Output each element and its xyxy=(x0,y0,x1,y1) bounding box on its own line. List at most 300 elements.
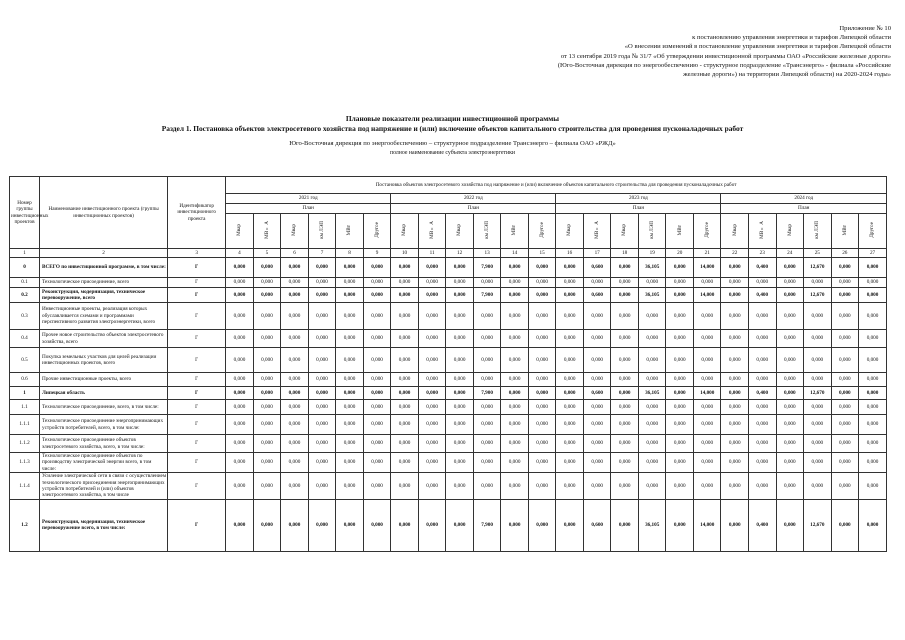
table-row xyxy=(10,278,887,288)
row-value: 0,000 xyxy=(226,453,254,473)
row-value: 0,000 xyxy=(804,435,832,453)
header-unit-label: Другое xyxy=(373,221,380,238)
row-value: 0,000 xyxy=(418,473,446,500)
row-value: 0,000 xyxy=(363,387,391,400)
row-value: 0,000 xyxy=(308,499,336,551)
row-value: 0,000 xyxy=(501,387,529,400)
row-value: 0,000 xyxy=(336,330,364,348)
row-value: 0,000 xyxy=(418,330,446,348)
column-number: 27 xyxy=(859,249,887,258)
row-id: Г xyxy=(168,400,226,415)
row-value: 0,000 xyxy=(363,278,391,288)
row-value: 0,000 xyxy=(446,258,474,278)
row-value: 0,000 xyxy=(749,453,777,473)
row-value: 0,000 xyxy=(253,400,281,415)
row-value: 14,000 xyxy=(693,258,721,278)
row-value: 14,000 xyxy=(693,387,721,400)
row-value: 0,000 xyxy=(281,435,309,453)
column-number: 15 xyxy=(528,249,556,258)
row-value: 0,000 xyxy=(693,473,721,500)
row-value: 0,000 xyxy=(226,303,254,330)
row-value: 0,000 xyxy=(749,415,777,435)
row-value: 0,000 xyxy=(611,258,639,278)
row-value: 0,000 xyxy=(391,278,419,288)
row-value: 0,000 xyxy=(776,288,804,303)
row-value: 0,000 xyxy=(501,373,529,387)
row-name: Реконструкция, модернизация, техническое перевооружение всего, в том числе: xyxy=(40,499,168,551)
row-value: 0,000 xyxy=(859,258,887,278)
column-number: 3 xyxy=(168,249,226,258)
row-value: 0,000 xyxy=(418,258,446,278)
row-value: 0,000 xyxy=(556,387,584,400)
row-value: 0,000 xyxy=(446,330,474,348)
row-value: 0,000 xyxy=(859,348,887,373)
column-number: 2 xyxy=(40,249,168,258)
row-value: 0,000 xyxy=(749,400,777,415)
row-value: 0,000 xyxy=(308,278,336,288)
row-value: 0,000 xyxy=(638,373,666,387)
row-value: 0,000 xyxy=(391,330,419,348)
row-value: 0,000 xyxy=(226,330,254,348)
row-value: 0,000 xyxy=(308,258,336,278)
row-value: 0,000 xyxy=(336,348,364,373)
row-value: 0,000 xyxy=(391,473,419,500)
row-value: 0,000 xyxy=(501,258,529,278)
row-value: 0,000 xyxy=(501,400,529,415)
row-value: 0,000 xyxy=(721,415,749,435)
row-value: 0,000 xyxy=(804,278,832,288)
row-value: 0,000 xyxy=(473,453,501,473)
row-value: 0,000 xyxy=(831,400,859,415)
header-unit-label: км ЛЭП xyxy=(648,220,655,239)
row-id: Г xyxy=(168,453,226,473)
row-value: 0,000 xyxy=(226,387,254,400)
row-value: 0,000 xyxy=(556,473,584,500)
row-value: 0,000 xyxy=(831,330,859,348)
row-value: 0,000 xyxy=(556,278,584,288)
row-value: 0,000 xyxy=(391,288,419,303)
row-value: 14,000 xyxy=(693,288,721,303)
table-row xyxy=(10,435,887,453)
row-value: 0,000 xyxy=(336,278,364,288)
row-name: Технологическое присоединение, всего xyxy=(40,278,168,288)
column-number: 22 xyxy=(721,249,749,258)
column-number: 19 xyxy=(638,249,666,258)
header-unit xyxy=(528,214,556,249)
row-value: 0,400 xyxy=(749,387,777,400)
row-value: 0,000 xyxy=(749,435,777,453)
row-value: 0,000 xyxy=(281,453,309,473)
row-name: Технологическое присоединение энергопринимающих устройств потребителей, всего, в том числе: xyxy=(40,415,168,435)
column-number: 24 xyxy=(776,249,804,258)
row-value: 0,000 xyxy=(391,453,419,473)
row-value: 0,000 xyxy=(749,348,777,373)
row-value: 0,000 xyxy=(363,330,391,348)
row-value: 0,000 xyxy=(363,453,391,473)
header-unit-label: МВт xyxy=(676,224,683,235)
row-value: 0,600 xyxy=(583,387,611,400)
row-value: 0,000 xyxy=(693,415,721,435)
row-value: 0,000 xyxy=(391,435,419,453)
row-value: 0,000 xyxy=(281,278,309,288)
row-id: Г xyxy=(168,387,226,400)
row-value: 0,000 xyxy=(446,387,474,400)
row-value: 0,000 xyxy=(583,373,611,387)
row-value: 0,000 xyxy=(859,415,887,435)
column-number: 14 xyxy=(501,249,529,258)
row-value: 0,000 xyxy=(473,415,501,435)
row-value: 0,000 xyxy=(693,373,721,387)
row-value: 0,000 xyxy=(859,373,887,387)
row-value: 0,000 xyxy=(721,435,749,453)
row-value: 0,000 xyxy=(473,473,501,500)
row-value: 0,000 xyxy=(693,400,721,415)
row-value: 0,000 xyxy=(391,303,419,330)
row-value: 0,000 xyxy=(501,330,529,348)
row-value: 0,000 xyxy=(638,278,666,288)
row-value: 0,000 xyxy=(749,373,777,387)
row-value: 0,000 xyxy=(666,435,694,453)
row-value: 0,000 xyxy=(281,348,309,373)
row-value: 0,000 xyxy=(666,330,694,348)
row-value: 0,000 xyxy=(446,348,474,373)
header-unit-label: Мвар xyxy=(236,223,243,236)
header-unit xyxy=(253,214,281,249)
row-number: 1.1 xyxy=(10,400,40,415)
row-value: 7,900 xyxy=(473,258,501,278)
row-value: 0,000 xyxy=(391,415,419,435)
row-value: 0,000 xyxy=(804,330,832,348)
column-number: 23 xyxy=(749,249,777,258)
row-value: 0,000 xyxy=(721,258,749,278)
column-number: 17 xyxy=(583,249,611,258)
row-value: 0,000 xyxy=(446,288,474,303)
column-number: 1 xyxy=(10,249,40,258)
row-id: Г xyxy=(168,435,226,453)
row-value: 0,000 xyxy=(666,400,694,415)
row-value: 0,000 xyxy=(859,435,887,453)
row-value: 0,000 xyxy=(336,415,364,435)
row-number: 0.5 xyxy=(10,348,40,373)
row-value: 0,000 xyxy=(418,400,446,415)
row-value: 0,000 xyxy=(446,499,474,551)
row-value: 0,000 xyxy=(281,330,309,348)
row-id: Г xyxy=(168,258,226,278)
row-value: 0,000 xyxy=(859,453,887,473)
header-unit xyxy=(473,214,501,249)
column-number: 18 xyxy=(611,249,639,258)
header-unit-label: км ЛЭП xyxy=(814,220,821,239)
row-value: 0,000 xyxy=(831,499,859,551)
header-year: 2021 год xyxy=(226,194,391,204)
row-value: 0,000 xyxy=(501,415,529,435)
row-value: 0,000 xyxy=(776,453,804,473)
row-value: 0,000 xyxy=(501,348,529,373)
header-unit xyxy=(281,214,309,249)
row-value: 0,000 xyxy=(501,303,529,330)
row-value: 0,000 xyxy=(336,387,364,400)
column-number: 6 xyxy=(281,249,309,258)
table-row xyxy=(10,303,887,330)
row-value: 0,000 xyxy=(253,288,281,303)
row-value: 0,000 xyxy=(253,258,281,278)
row-value: 0,400 xyxy=(749,288,777,303)
row-value: 0,000 xyxy=(226,373,254,387)
header-unit-label: МВ×А xyxy=(593,220,600,239)
row-value: 0,000 xyxy=(418,303,446,330)
row-value: 0,600 xyxy=(583,499,611,551)
row-number: 0.3 xyxy=(10,303,40,330)
header-unit-label: Мвар xyxy=(566,223,573,236)
row-value: 0,000 xyxy=(281,499,309,551)
row-value: 0,000 xyxy=(721,303,749,330)
row-value: 0,000 xyxy=(804,348,832,373)
header-unit-label: Мвар xyxy=(786,223,793,236)
header-unit-label: Другое xyxy=(869,221,876,238)
row-id: Г xyxy=(168,348,226,373)
row-value: 0,000 xyxy=(859,387,887,400)
row-value: 0,000 xyxy=(556,435,584,453)
row-value: 0,600 xyxy=(583,258,611,278)
subject-caption: полное наименование субъекта электроэнергетики xyxy=(389,149,515,156)
row-value: 0,000 xyxy=(473,435,501,453)
row-value: 0,000 xyxy=(776,400,804,415)
row-value: 0,000 xyxy=(418,348,446,373)
row-value: 0,000 xyxy=(281,373,309,387)
table-row xyxy=(10,348,887,373)
row-number: 1.1.1 xyxy=(10,415,40,435)
row-value: 0,000 xyxy=(804,473,832,500)
row-value: 0,000 xyxy=(253,373,281,387)
row-name: Прочее новое строительство объектов электросетевого хозяйства, всего xyxy=(40,330,168,348)
row-id: Г xyxy=(168,499,226,551)
row-value: 0,000 xyxy=(776,473,804,500)
header-unit-label: МВ×А xyxy=(263,220,270,239)
row-value: 0,000 xyxy=(831,258,859,278)
header-unit xyxy=(666,214,694,249)
column-number: 26 xyxy=(831,249,859,258)
row-number: 1.1.3 xyxy=(10,453,40,473)
row-value: 0,000 xyxy=(528,453,556,473)
row-value: 0,000 xyxy=(446,303,474,330)
row-value: 0,000 xyxy=(611,278,639,288)
row-value: 0,000 xyxy=(556,258,584,278)
header-unit xyxy=(336,214,364,249)
row-value: 0,000 xyxy=(336,499,364,551)
row-value: 0,000 xyxy=(528,415,556,435)
row-number: 0.6 xyxy=(10,373,40,387)
row-value: 0,000 xyxy=(721,330,749,348)
row-value: 0,000 xyxy=(226,415,254,435)
table-row xyxy=(10,453,887,473)
header-unit xyxy=(501,214,529,249)
row-value: 0,000 xyxy=(528,330,556,348)
row-value: 0,000 xyxy=(556,415,584,435)
row-value: 0,000 xyxy=(638,435,666,453)
row-value: 0,000 xyxy=(693,435,721,453)
row-value: 0,000 xyxy=(253,348,281,373)
column-number: 8 xyxy=(336,249,364,258)
row-value: 0,000 xyxy=(226,288,254,303)
row-value: 0,000 xyxy=(638,400,666,415)
row-value: 0,000 xyxy=(776,330,804,348)
row-value: 0,000 xyxy=(446,400,474,415)
row-value: 0,000 xyxy=(253,473,281,500)
row-id: Г xyxy=(168,278,226,288)
row-name: Технологическое присоединение объектов по производству электрической энергии всего, в том числе: xyxy=(40,453,168,473)
row-value: 12,670 xyxy=(804,258,832,278)
row-value: 36,105 xyxy=(638,258,666,278)
row-value: 0,000 xyxy=(611,435,639,453)
row-value: 0,000 xyxy=(308,330,336,348)
row-value: 0,000 xyxy=(528,258,556,278)
row-value: 0,000 xyxy=(253,453,281,473)
row-value: 36,105 xyxy=(638,288,666,303)
row-value: 0,000 xyxy=(363,258,391,278)
table-row xyxy=(10,473,887,500)
row-value: 0,000 xyxy=(281,303,309,330)
table-row xyxy=(10,330,887,348)
row-value: 0,000 xyxy=(666,373,694,387)
row-value: 0,000 xyxy=(776,415,804,435)
row-value: 0,000 xyxy=(528,435,556,453)
row-value: 0,000 xyxy=(418,415,446,435)
row-value: 0,000 xyxy=(528,373,556,387)
header-unit xyxy=(556,214,584,249)
row-value: 0,000 xyxy=(721,387,749,400)
row-value: 0,000 xyxy=(693,278,721,288)
row-value: 0,000 xyxy=(583,415,611,435)
header-unit xyxy=(831,214,859,249)
row-name: Инвестиционные проекты, реализация которых обуславливается схемами и программами перспективного развития электроэнергетики, всего xyxy=(40,303,168,330)
row-value: 0,000 xyxy=(501,278,529,288)
row-value: 0,000 xyxy=(473,373,501,387)
row-value: 0,000 xyxy=(776,348,804,373)
row-value: 0,000 xyxy=(611,473,639,500)
row-value: 0,000 xyxy=(859,288,887,303)
row-number: 1.1.4 xyxy=(10,473,40,500)
header-unit-label: Другое xyxy=(538,221,545,238)
row-value: 0,000 xyxy=(226,400,254,415)
row-value: 0,000 xyxy=(253,387,281,400)
row-value: 0,000 xyxy=(528,387,556,400)
row-number: 0.4 xyxy=(10,330,40,348)
table-row xyxy=(10,400,887,415)
row-value: 0,000 xyxy=(363,373,391,387)
row-value: 0,000 xyxy=(776,258,804,278)
row-value: 0,000 xyxy=(666,473,694,500)
header-unit xyxy=(446,214,474,249)
header-unit xyxy=(859,214,887,249)
row-value: 0,000 xyxy=(611,400,639,415)
row-value: 0,000 xyxy=(308,400,336,415)
row-value: 0,000 xyxy=(473,400,501,415)
subject-block xyxy=(0,140,905,157)
row-value: 0,000 xyxy=(501,288,529,303)
appendix-line: к постановлению управления энергетики и тарифов Липецкой области xyxy=(692,34,891,42)
row-value: 0,000 xyxy=(583,330,611,348)
row-value: 0,000 xyxy=(446,278,474,288)
row-value: 0,000 xyxy=(308,453,336,473)
row-value: 0,000 xyxy=(363,348,391,373)
row-value: 0,000 xyxy=(859,303,887,330)
row-id: Г xyxy=(168,415,226,435)
row-value: 0,000 xyxy=(583,453,611,473)
column-number: 16 xyxy=(556,249,584,258)
row-value: 0,000 xyxy=(226,348,254,373)
row-value: 0,000 xyxy=(281,387,309,400)
row-value: 0,000 xyxy=(391,348,419,373)
row-value: 0,000 xyxy=(776,387,804,400)
row-value: 36,105 xyxy=(638,387,666,400)
row-value: 0,000 xyxy=(749,278,777,288)
row-value: 0,000 xyxy=(363,288,391,303)
row-value: 0,000 xyxy=(336,303,364,330)
row-value: 0,000 xyxy=(391,499,419,551)
column-number: 10 xyxy=(391,249,419,258)
row-value: 0,000 xyxy=(253,415,281,435)
row-value: 0,000 xyxy=(804,373,832,387)
header-unit-label: МВт xyxy=(841,224,848,235)
row-value: 12,670 xyxy=(804,288,832,303)
row-value: 0,000 xyxy=(831,473,859,500)
row-value: 0,000 xyxy=(611,288,639,303)
row-value: 0,000 xyxy=(776,499,804,551)
row-value: 0,000 xyxy=(693,453,721,473)
header-unit xyxy=(804,214,832,249)
row-value: 0,000 xyxy=(666,278,694,288)
header-group-no: Номер группы инвестиционных проектов xyxy=(10,177,40,249)
row-number: 0 xyxy=(10,258,40,278)
column-number: 4 xyxy=(226,249,254,258)
row-value: 0,000 xyxy=(583,303,611,330)
row-value: 0,000 xyxy=(391,373,419,387)
row-value: 0,000 xyxy=(611,415,639,435)
row-value: 0,400 xyxy=(749,499,777,551)
row-value: 0,000 xyxy=(666,258,694,278)
header-unit xyxy=(226,214,254,249)
row-value: 0,000 xyxy=(831,453,859,473)
header-project-name: Наименование инвестиционного проекта (группы инвестиционных проектов) xyxy=(40,177,168,249)
row-value: 0,000 xyxy=(281,288,309,303)
row-value: 0,000 xyxy=(831,415,859,435)
row-value: 0,000 xyxy=(638,415,666,435)
header-unit-label: Мвар xyxy=(731,223,738,236)
document-title xyxy=(0,114,905,133)
row-number: 1.2 xyxy=(10,499,40,551)
row-value: 0,000 xyxy=(336,373,364,387)
header-project-id: Идентификатор инвестиционного проекта xyxy=(168,177,226,249)
header-unit xyxy=(611,214,639,249)
row-value: 0,600 xyxy=(583,288,611,303)
row-value: 0,000 xyxy=(693,330,721,348)
row-value: 0,000 xyxy=(226,473,254,500)
table-row xyxy=(10,288,887,303)
row-value: 0,000 xyxy=(721,453,749,473)
plan-table xyxy=(9,176,887,552)
appendix-line: железные дороги») на территории Липецкой области) на 2020-2024 годы» xyxy=(683,71,891,79)
row-value: 0,000 xyxy=(666,387,694,400)
row-value: 0,000 xyxy=(611,453,639,473)
header-unit-label: Мвар xyxy=(456,223,463,236)
row-value: 0,000 xyxy=(583,400,611,415)
row-id: Г xyxy=(168,303,226,330)
row-value: 0,000 xyxy=(446,453,474,473)
row-value: 0,000 xyxy=(556,373,584,387)
row-value: 0,000 xyxy=(473,303,501,330)
row-value: 0,400 xyxy=(749,258,777,278)
row-name: ВСЕГО по инвестиционной программе, в том числе: xyxy=(40,258,168,278)
